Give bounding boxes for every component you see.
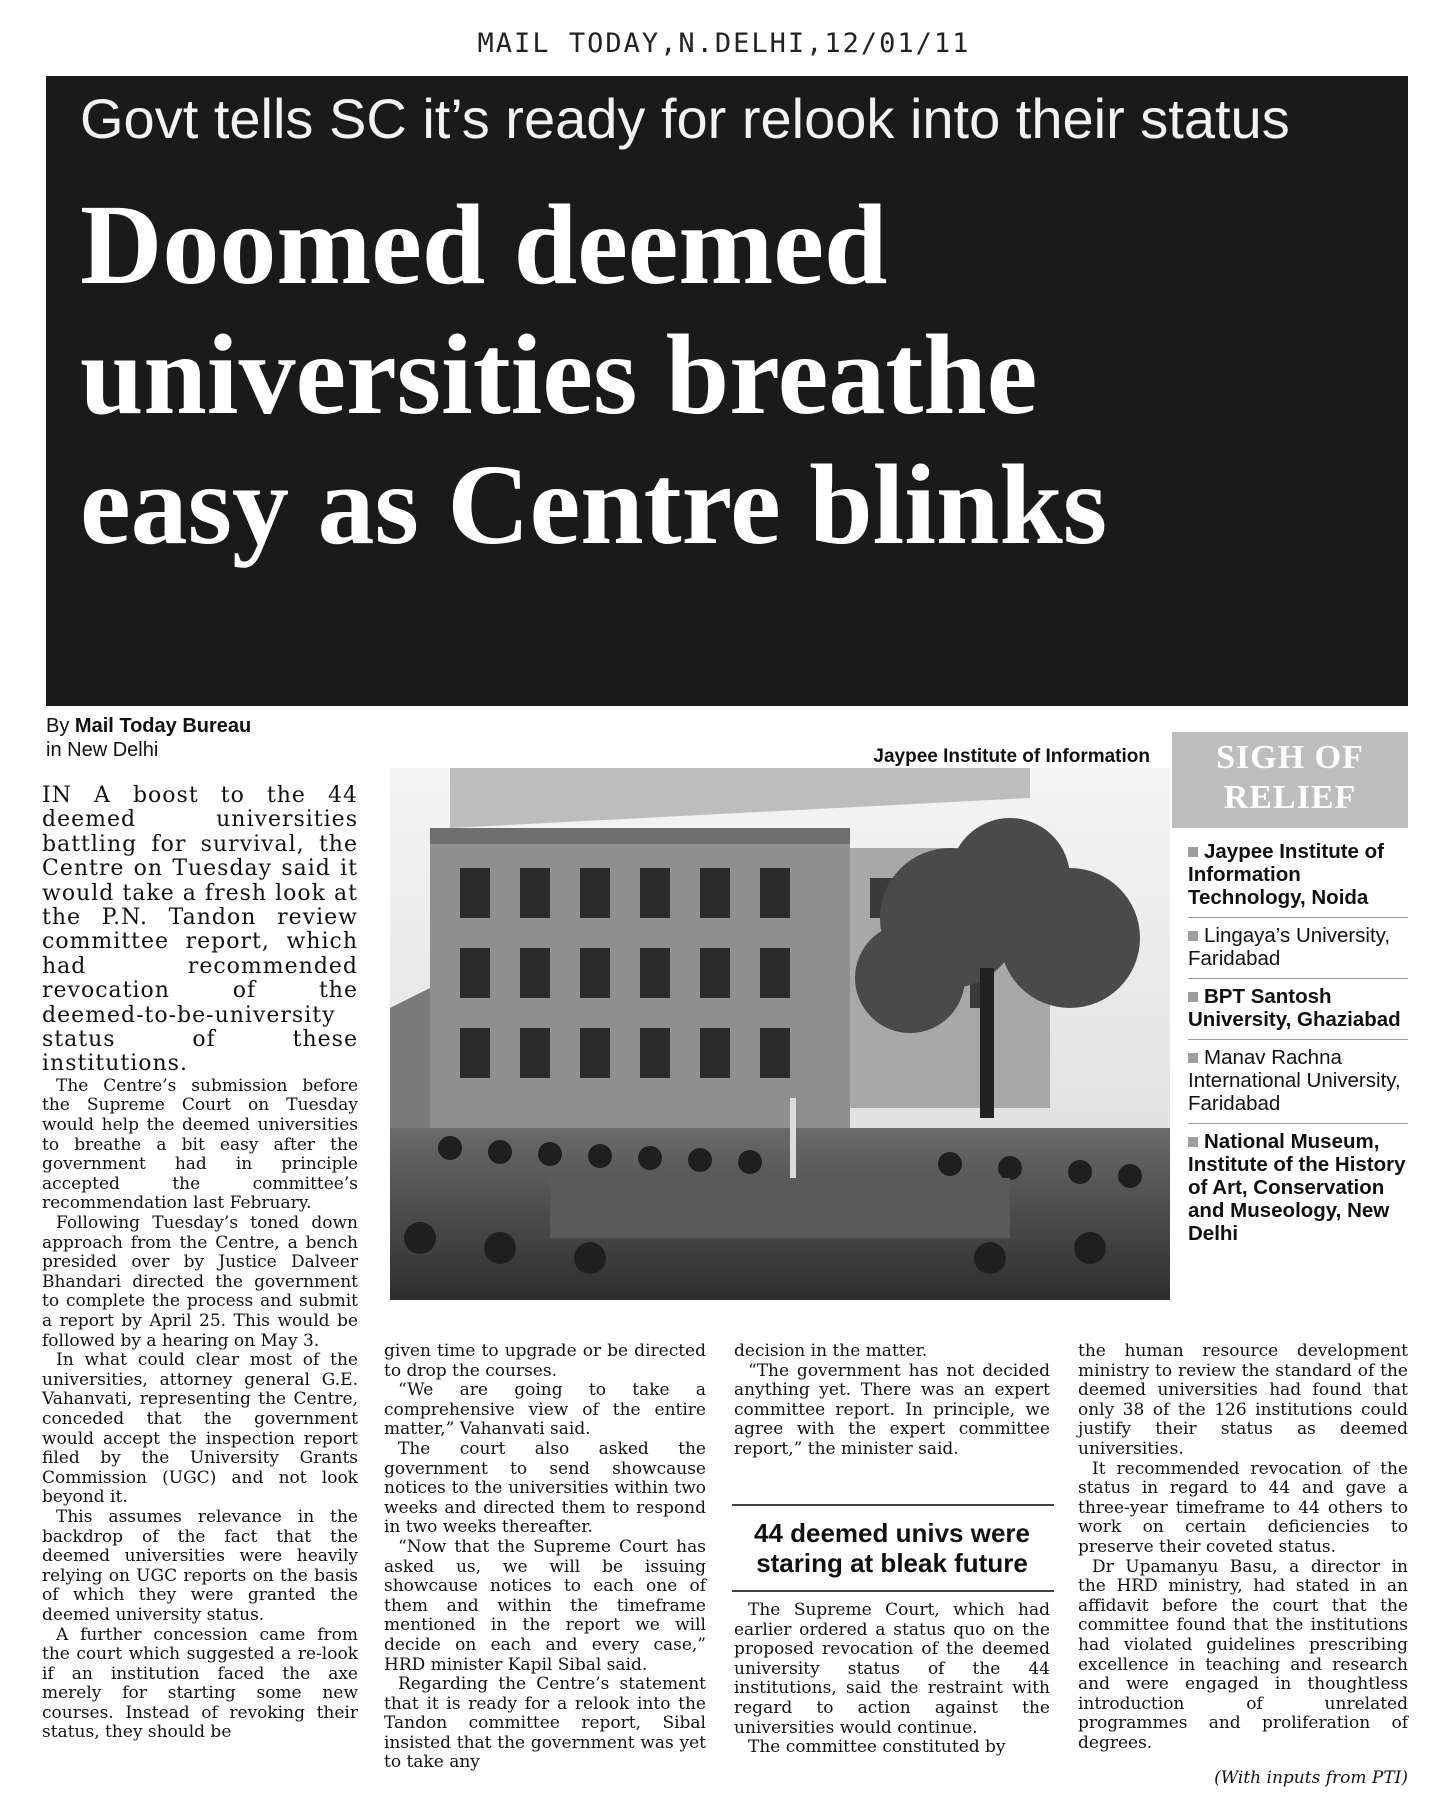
credit-line: (With inputs from PTI) — [1214, 1768, 1408, 1788]
paragraph: A further concession came from the court which suggested a re-look if an institution faced the axe merely for starting some new courses. Instead of revoking their status, they should be — [42, 1624, 358, 1743]
bullet-square-icon — [1188, 1137, 1198, 1147]
paragraph: decision in the matter. — [734, 1341, 928, 1361]
headline-line-3: easy as Centre blinks — [80, 441, 1108, 568]
sidebar-item: Manav Rachna International University, Faridabad — [1188, 1040, 1408, 1124]
sidebar-title — [1172, 738, 1408, 818]
sidebar-item: BPT Santosh University, Ghaziabad — [1188, 979, 1408, 1040]
paragraph: Dr Upamanyu Basu, a director in the HRD ministry, had stated in an affidavit before the court that the committee found that the institutions had violated guidelines prescribing excellence in teaching and research and were engaged in thoughtless introduction of unrelated programmes and proliferation of degrees. — [1078, 1556, 1408, 1753]
paragraph: The court also asked the government to send showcause notices to the universities within two weeks and directed them to respond in two weeks thereafter. — [384, 1438, 706, 1538]
bullet-square-icon — [1188, 992, 1198, 1002]
headline-line-2: universities breathe — [80, 311, 1038, 438]
photo-caption: Jaypee Institute of Information — [873, 746, 1150, 767]
headline — [80, 180, 1400, 570]
paragraph: “The government has not decided anything yet. There was an expert committee report. In principle, we agree with the expert committee report,” the minister said. — [734, 1360, 1050, 1459]
sidebar-item: Jaypee Institute of Information Technology, Noida — [1188, 834, 1408, 918]
bullet-square-icon — [1188, 847, 1198, 857]
paragraph: Following Tuesday’s toned down approach from the Centre, a bench presided over by Justice Dalveer Bhandari directed the government to complete the process and submit a report by April 25. This would be followed by a hearing on May 3. — [42, 1213, 358, 1351]
paragraph: This assumes relevance in the backdrop of the fact that the deemed universities were heavily relying on UGC reports on the basis of which they were granted the deemed university status. — [42, 1506, 358, 1625]
subhead-rule-top — [732, 1504, 1054, 1506]
article-column-1 — [42, 784, 358, 1743]
byline — [46, 714, 251, 762]
campus-building-photo — [390, 768, 1170, 1300]
byline-location: in New Delhi — [46, 739, 159, 761]
article-column-3 — [734, 1342, 1050, 1460]
lead-paragraph: IN A boost to the 44 deemed universities battling for survival, the Centre on Tuesday said it would take a fresh look at the P.N. Tandon review committee report, which had recommended revocation of the deemed-to-be-university status of these institutions. — [42, 783, 358, 1077]
sidebar-title-line-2: RELIEF — [1223, 779, 1357, 816]
paragraph: given time to upgrade or be directed to drop the courses. — [384, 1341, 706, 1381]
bullet-square-icon — [1188, 1053, 1198, 1063]
paragraph: In what could clear most of the universities, attorney general G.E. Vahanvati, representing the Centre, conceded that the government would accept the inspection report filed by the University Grants Commission (UGC) and not look beyond it. — [42, 1350, 358, 1508]
sidebar-item: National Museum, Institute of the History of Art, Conservation and Museology, New Delhi — [1188, 1130, 1406, 1245]
paragraph: “We are going to take a comprehensive view of the entire matter,” Vahanvati said. — [384, 1380, 706, 1440]
subheading: 44 deemed univs were staring at bleak future — [753, 1518, 1031, 1578]
kicker: Govt tells SC it’s ready for relook into their status — [80, 87, 1290, 150]
bullet-square-icon — [1188, 931, 1198, 941]
sidebar-list — [1188, 834, 1408, 1253]
paragraph: “Now that the Supreme Court has asked us, we will be issuing showcause notices to each one of them and within the timeframe mentioned in the report we will decide on each and every case,” HRD minister Kapil Sibal said. — [384, 1536, 706, 1675]
paragraph: It recommended revocation of the status in regard to 44 and gave a three-year timeframe to 44 others to work on certain deficiencies to preserve their coveted status. — [1078, 1458, 1408, 1557]
byline-author: Mail Today Bureau — [74, 715, 252, 737]
article-column-2 — [384, 1342, 706, 1773]
paragraph: Regarding the Centre’s statement that it is ready for a relook into the Tandon committee report, Sibal insisted that the government was yet to take any — [384, 1674, 706, 1773]
paragraph: The Supreme Court, which had earlier ordered a status quo on the proposed revocation of the deemed university status of the 44 institutions, said the restraint with regard to action against the universities would continue. — [734, 1600, 1050, 1738]
article-column-4 — [1078, 1342, 1408, 1753]
subhead-rule-bottom — [732, 1590, 1054, 1592]
paragraph: The Centre’s submission before the Supreme Court on Tuesday would help the deemed universities to breathe a bit easy after the government had in principle accepted the committee’s recommendation last February. — [42, 1075, 358, 1214]
sidebar-item: Lingaya’s University, Faridabad — [1188, 918, 1408, 979]
article-column-3-continued — [734, 1601, 1050, 1758]
headline-line-1: Doomed deemed — [80, 181, 888, 308]
paragraph: the human resource development ministry to review the standard of the deemed universities had found that only 38 of the 126 institutions could justify their status as deemed universities. — [1078, 1341, 1408, 1459]
byline-prefix: By — [46, 715, 70, 737]
dateline: MAIL TODAY,N.DELHI,12/01/11 — [477, 28, 971, 59]
paragraph: The committee constituted by — [748, 1737, 1006, 1758]
sidebar-title-line-1: SIGH OF — [1216, 739, 1364, 776]
